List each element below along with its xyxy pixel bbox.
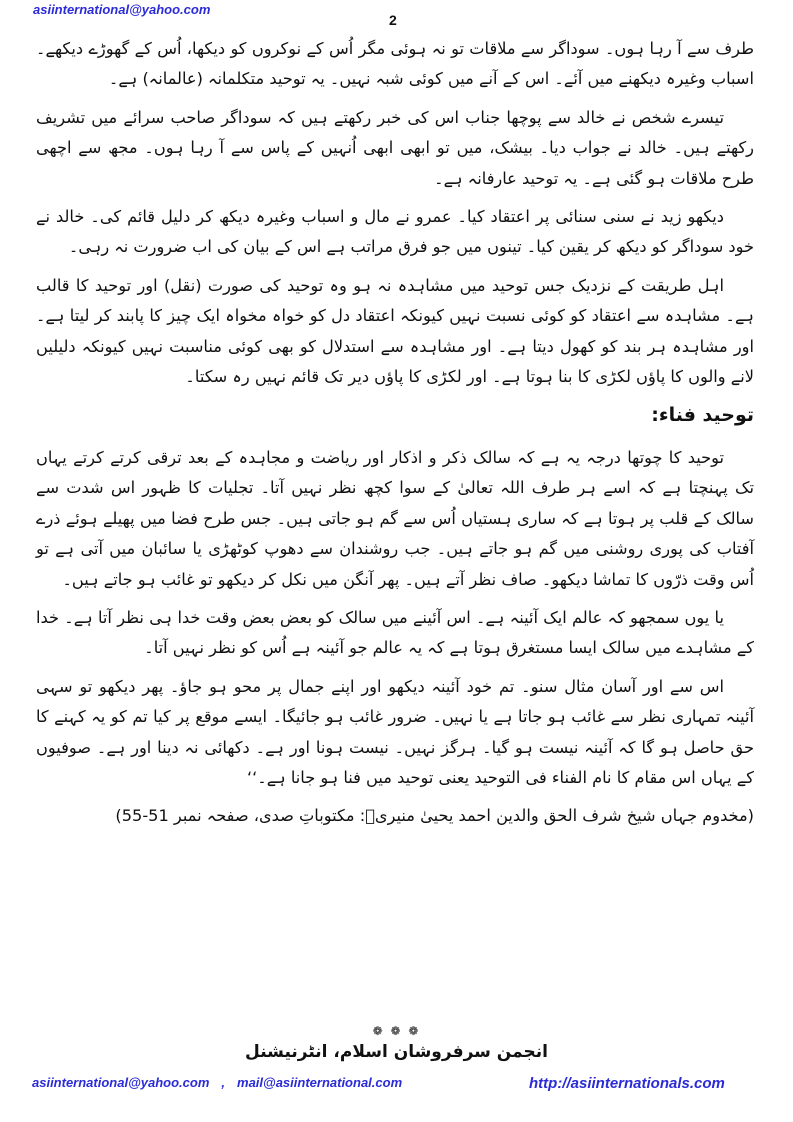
page-number: 2 [389, 12, 397, 28]
paragraph-6: یا یوں سمجھو کہ عالم ایک آئینہ ہے۔ اس آئینے میں سالک کو بعض بعض وقت خدا ہی نظر آتا ہے۔ خدا کے مشاہدے میں سالک ایسا مستغرق ہوتا ہے کہ یہ عالم جو آئینہ ہے اُس کو نظر نہیں آتا۔ [36, 607, 754, 658]
footer-website-link[interactable]: http://asiinternationals.com [529, 1075, 725, 1092]
paragraph-4: اہل طریقت کے نزدیک جس توحید میں مشاہدہ نہ ہو وہ توحید کی صورت (نقل) اور توحید کا قالب ہے۔ مشاہدہ سے اعتقاد کو کوئی نسبت نہیں کیونکہ اعتقاد دل کو خواہ مخواہ ایک چیز کا پابند کر لیتا ہے۔ اور مشاہدہ ہر بند کو کھول دیتا ہے۔ اور مشاہدہ سے استدلال کو بھی کوئی مناسبت نہیں کیونکہ دلیلیں لانے والوں کا پاؤں لکڑی کا بنا ہوتا ہے۔ اور لکڑی کا پاؤں دیر تک قائم نہیں رہ سکتا۔ [36, 275, 754, 387]
header-email[interactable]: asiinternational@yahoo.com [33, 2, 211, 17]
footer-separator: , [221, 1075, 226, 1090]
footer-email-mail[interactable]: mail@asiinternational.com [237, 1075, 403, 1090]
paragraph-7: اس سے اور آسان مثال سنو۔ تم خود آئینہ دیکھو اور اپنے جمال پر محو ہو جاؤ۔ پھر دیکھو تو سہی آئینہ تمہاری نظر سے غائب ہو جاتا ہے یا نہیں۔ ضرور غائب ہو جائیگا۔ ایسے موقع پر کیا تم کو یہ کہنے کا حق حاصل ہو گا کہ آئینہ نیست ہو گیا۔ ہرگز نہیں۔ نیست ہونا اور ہے۔ دکھائی نہ دینا اور ہے۔ صوفیوں کے یہاں اس مقام کا نام الفناء فی التوحید یعنی توحید میں فنا ہو جانا ہے۔‘‘ [36, 676, 754, 787]
footer-emails [32, 1075, 402, 1090]
paragraph-3: دیکھو زید نے سنی سنائی پر اعتقاد کیا۔ عمرو نے مال و اسباب وغیرہ دیکھ کر دلیل قائم کی۔ خالد نے خود سوداگر کو دیکھ کر یقین کیا۔ تینوں میں جو فرق مراتب ہے اس کے بیان کی اب ضرورت نہ رہی۔ [36, 207, 754, 257]
section-heading: توحید فناء: [651, 404, 754, 427]
paragraph-2: تیسرے شخص نے خالد سے پوچھا جناب اس کی خبر رکھتے ہیں کہ سوداگر صاحب سرائے میں تشریف رکھتے ہیں۔ خالد نے جواب دیا۔ بیشک، میں تو ابھی ابھی اُنہیں کے پاس سے آ رہا ہوں۔ مجھ سے اچھی طرح ملاقات ہو گئی ہے۔ یہ توحید عارفانہ ہے۔ [36, 107, 754, 188]
footer-email-yahoo[interactable]: asiinternational@yahoo.com [32, 1075, 210, 1090]
citation: (مخدوم جہاں شیخ شرف الحق والدین احمد یحییٰ منیریؒ: مکتوباتِ صدی، صفحہ نمبر 51-55) [115, 806, 754, 826]
article-body [36, 34, 754, 832]
paragraph-1: طرف سے آ رہا ہوں۔ سوداگر سے ملاقات تو نہ ہوئی مگر اُس کے نوکروں کو دیکھا، اُس کے گھوڑے دیکھے۔ اسباب وغیرہ دیکھنے میں آئے۔ اس کے آنے میں کوئی شبہ نہیں۔ یہ توحید متکلمانہ (عالمانہ) ہے۔ [36, 39, 754, 89]
ornament-divider: ❁ ❁ ❁ [372, 1024, 421, 1038]
paragraph-5: توحید کا چوتھا درجہ یہ ہے کہ سالک ذکر و اذکار اور ریاضت و مجاہدہ کے بعد ترقی کرتے کرتے یہاں تک پہنچتا ہے کہ اسے ہر طرف اللہ تعالیٰ کے سوا کچھ نظر نہیں آتا۔ تجلیات کا ظہور اس شدت سے سالک کے قلب پر ہوتا ہے کہ ساری ہستیاں اُس سے گم ہو جاتی ہیں۔ جس طرح فضا میں پھیلے ہوئے ذرے آفتاب کی پوری روشنی میں گم ہو جاتے ہیں۔ جب روشندان سے دھوپ کوٹھڑی یا سائبان میں آتی ہے تو اُس وقت ذرّوں کا تماشا دیکھو۔ صاف نظر آتے ہیں۔ پھر آنگن میں نکل کر دیکھو تو غائب ہو جاتے ہیں۔ [36, 447, 754, 589]
organization-name: انجمن سرفروشان اسلام، انٹرنیشنل [245, 1042, 548, 1062]
